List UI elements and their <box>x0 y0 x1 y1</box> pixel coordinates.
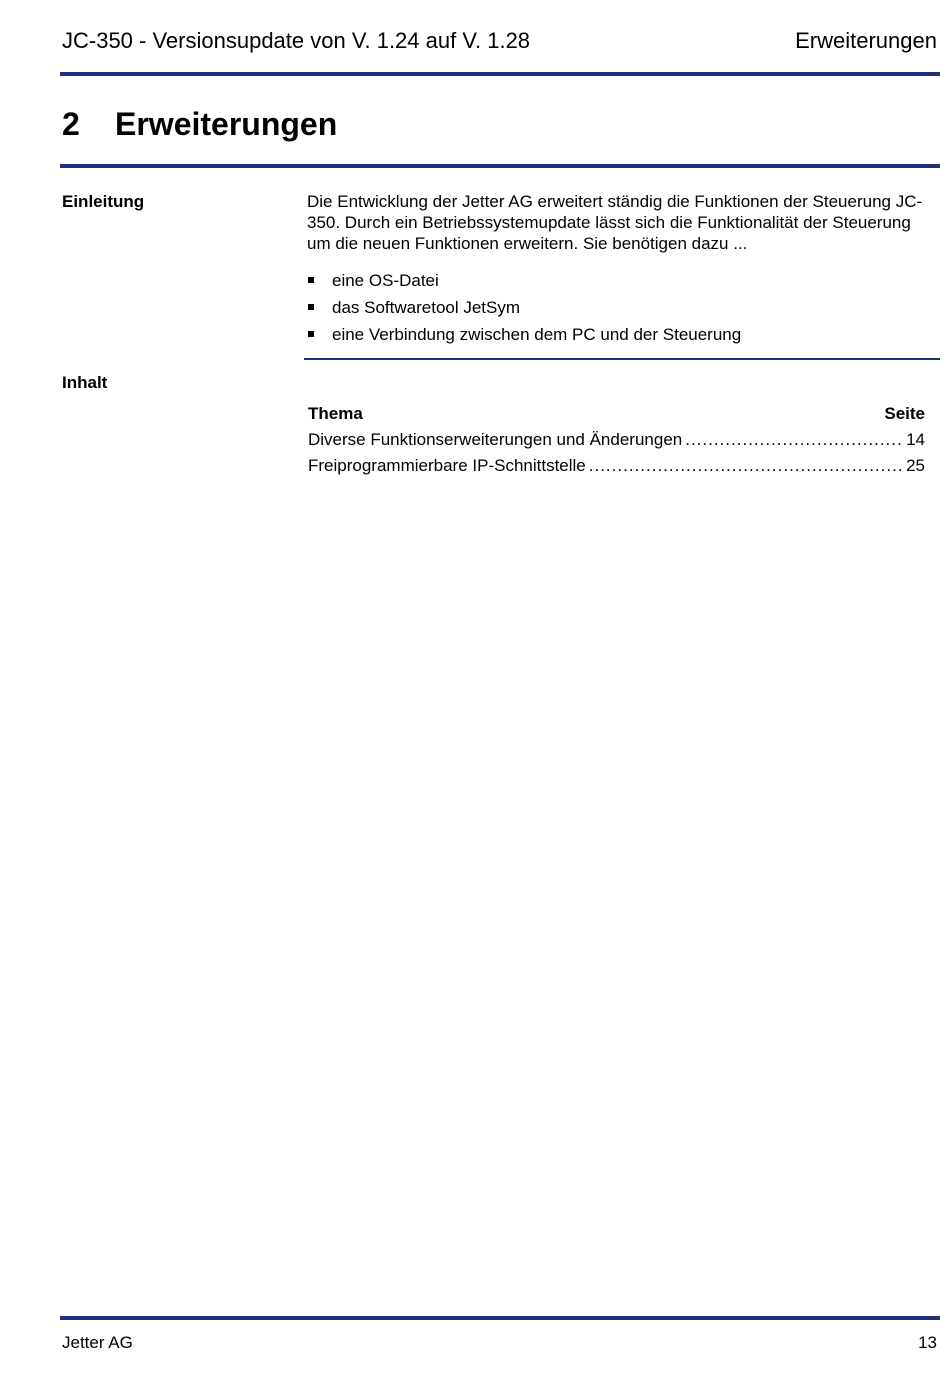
list-item-text: das Softwaretool JetSym <box>332 298 521 317</box>
section-divider <box>304 358 940 360</box>
square-bullet-icon <box>308 331 314 337</box>
running-header-title: JC-350 - Versionsupdate von V. 1.24 auf V. 1.28 <box>62 28 531 53</box>
chapter-heading <box>62 104 337 144</box>
list-item-text: eine Verbindung zwischen dem PC und der Steuerung <box>332 325 742 344</box>
toc-row[interactable] <box>308 455 925 481</box>
toc-leader-dots <box>589 455 903 476</box>
list-item <box>307 270 741 291</box>
toc-col-page: Seite <box>884 404 925 423</box>
list-item <box>307 324 741 345</box>
footer-page-number: 13 <box>918 1333 937 1352</box>
requirements-list <box>307 270 741 351</box>
toc-leader-dots <box>685 429 903 450</box>
intro-paragraph: Die Entwicklung der Jetter AG erweitert ständig die Funktionen der Steuerung JC-350. Durch ein Betriebssystemupdate lässt sich die Funktionalität der Steuerung um die neuen Funktionen erweitern. Sie benötigen dazu ... <box>307 192 923 253</box>
toc-page[interactable]: 25 <box>906 456 925 475</box>
square-bullet-icon <box>308 277 314 283</box>
running-header-section: Erweiterungen <box>795 28 937 53</box>
toc-row[interactable] <box>308 429 925 455</box>
list-item <box>307 297 741 318</box>
footer-rule <box>60 1316 940 1320</box>
toc-page[interactable]: 14 <box>906 430 925 449</box>
contents-label: Inhalt <box>62 373 108 392</box>
header-rule <box>60 72 940 76</box>
table-of-contents <box>308 403 925 481</box>
chapter-rule <box>60 164 940 168</box>
toc-col-topic: Thema <box>308 404 363 423</box>
footer-company: Jetter AG <box>62 1333 133 1352</box>
chapter-title-text: Erweiterungen <box>115 106 338 142</box>
chapter-number: 2 <box>62 106 80 142</box>
list-item-text: eine OS-Datei <box>332 271 439 290</box>
intro-label: Einleitung <box>62 192 145 211</box>
square-bullet-icon <box>308 304 314 310</box>
toc-topic[interactable]: Diverse Funktionserweiterungen und Änderungen <box>308 430 683 449</box>
toc-topic[interactable]: Freiprogrammierbare IP-Schnittstelle <box>308 456 586 475</box>
toc-header <box>308 403 925 429</box>
